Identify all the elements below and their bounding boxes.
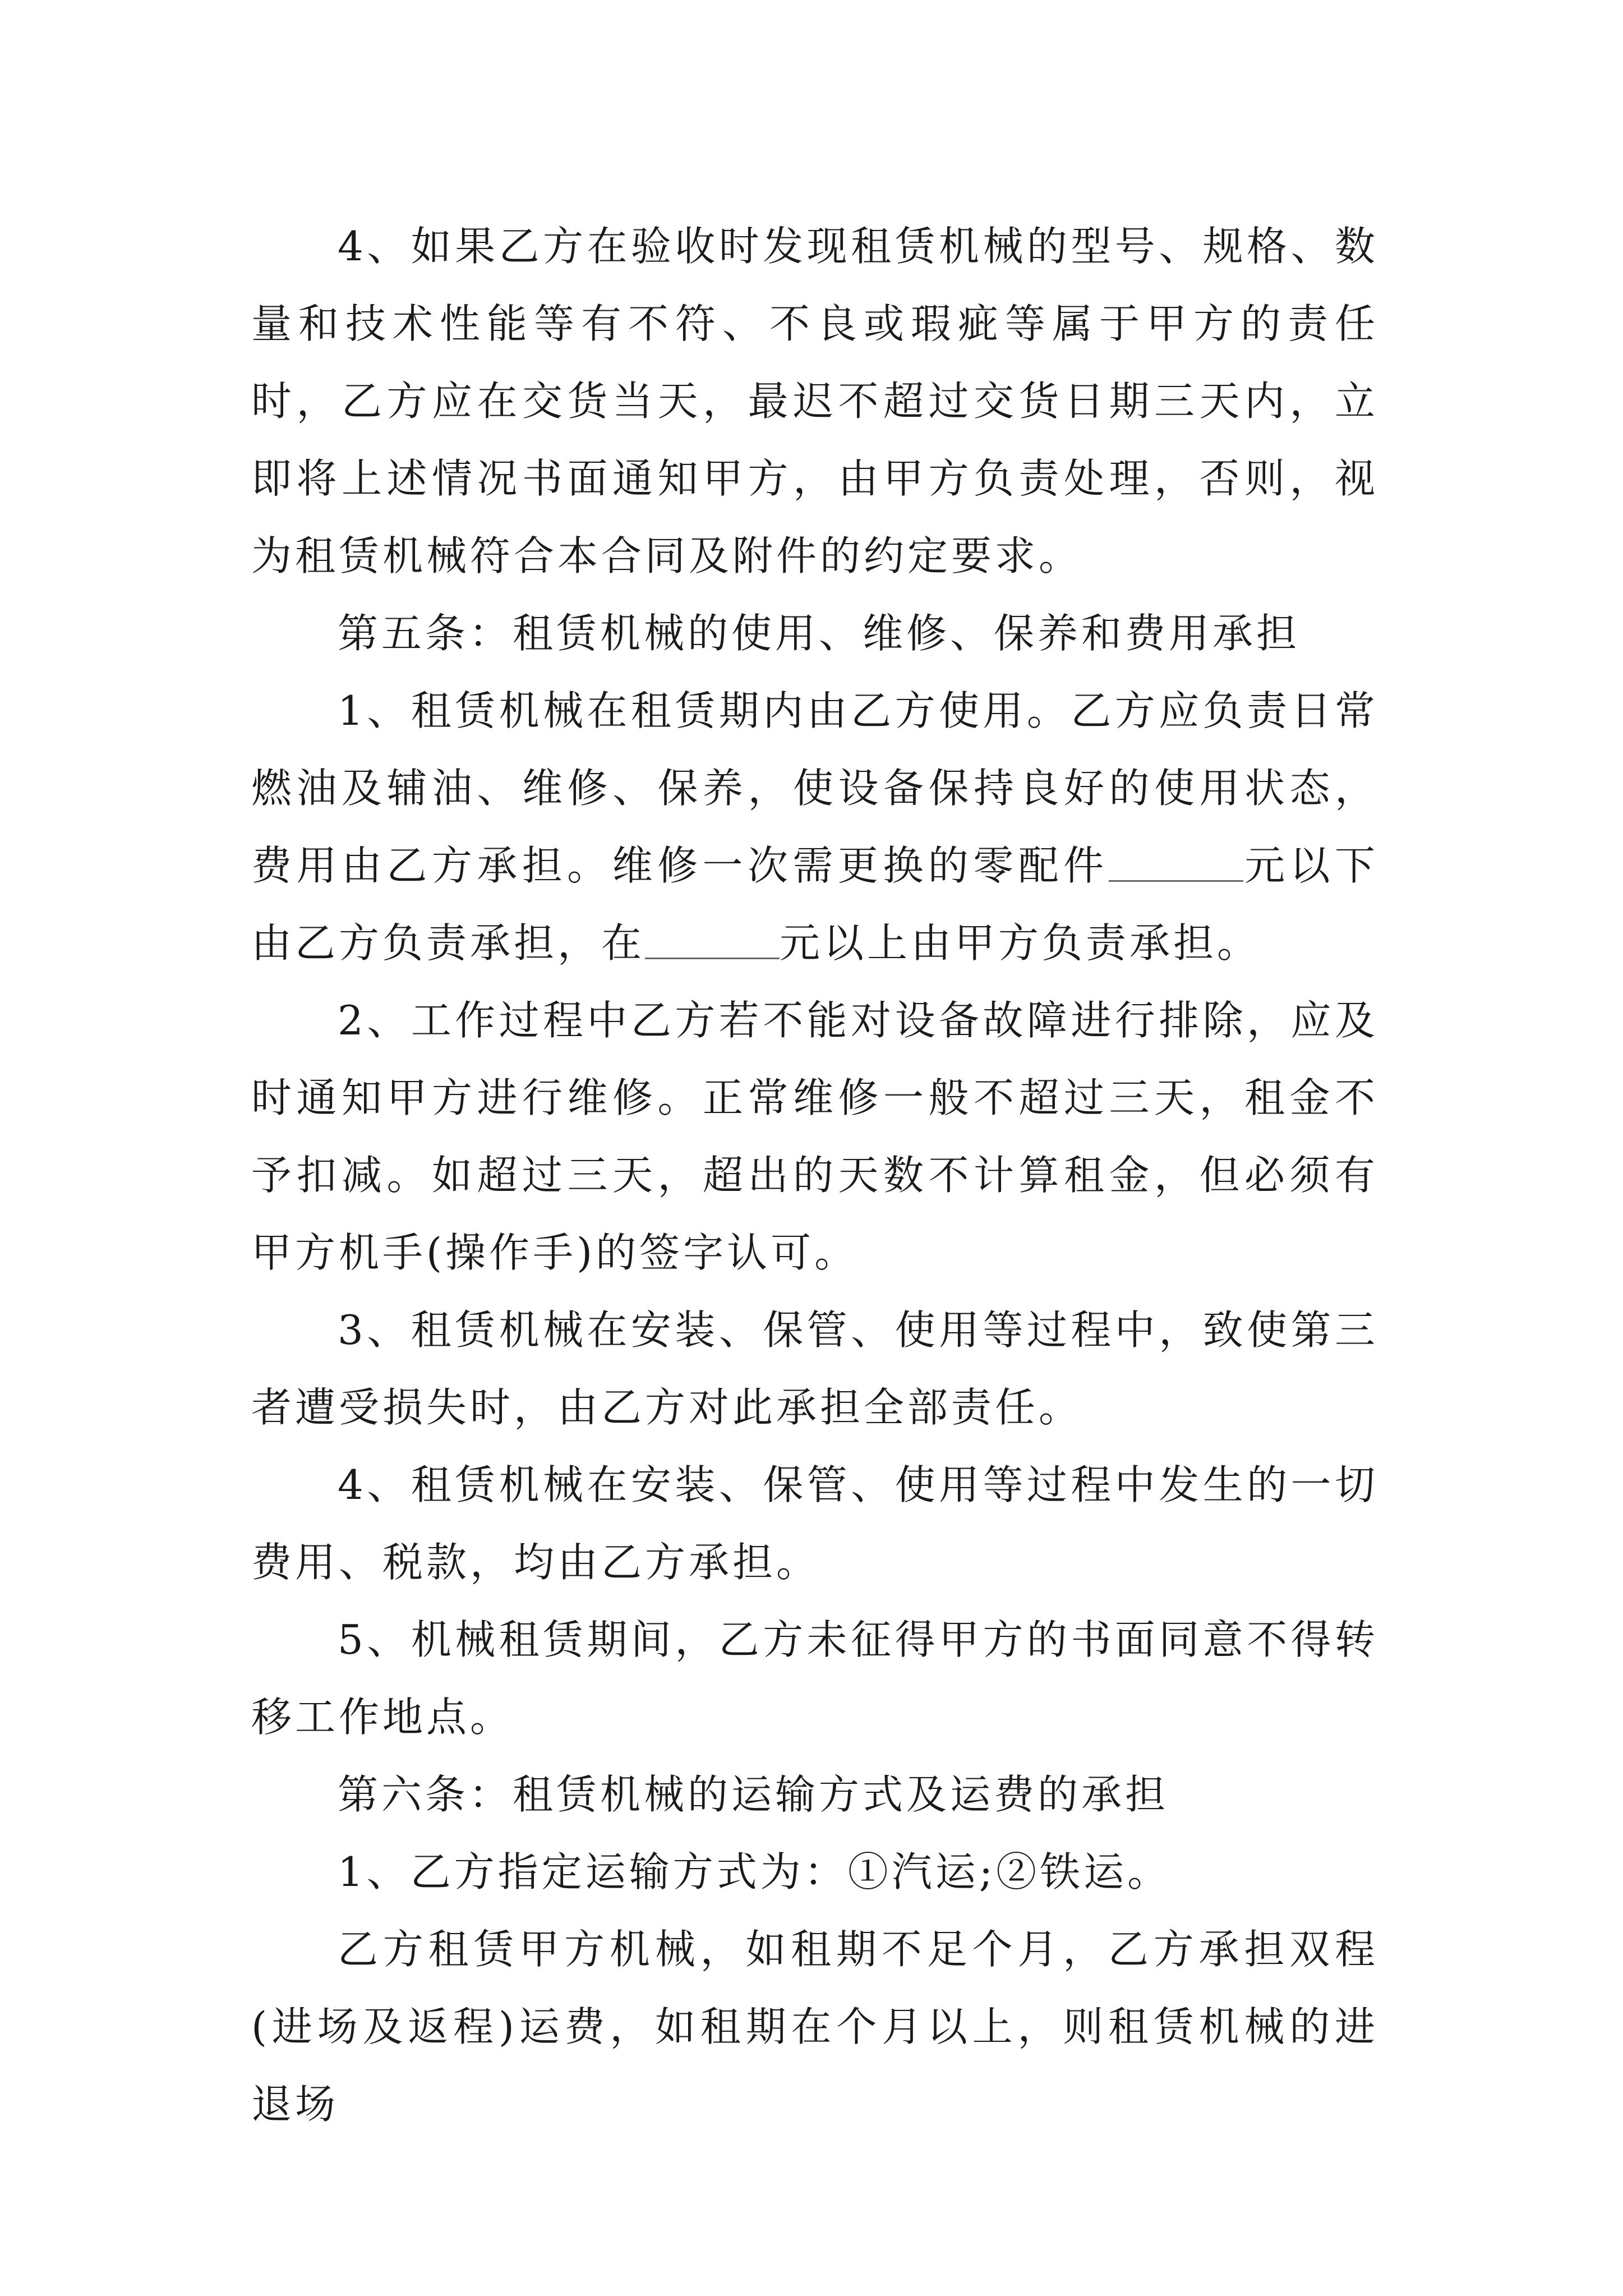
clause-5-1-text-b: 元以下由乙方负责承担，在 [251,842,1378,967]
blank-amount-field-1 [1109,846,1243,882]
clause-5-1-text-a: 1、租赁机械在租赁期内由乙方使用。乙方应负责日常燃油及辅油、维修、保养，使设备保持良好的使用状态，费用由乙方承担。维修一次需更换的零配件 [251,687,1378,889]
clause-5-1-paragraph [251,672,1378,982]
article-6-heading: 第六条：租赁机械的运输方式及运费的承担 [338,1771,1169,1818]
document-page [251,208,1378,2143]
clause-6-2-paragraph: 乙方租赁甲方机械，如租期不足个月，乙方承担双程(进场及返程)运费，如租期在个月以上，则租赁机械的进退场 [251,1926,1378,2128]
clause-6-1-paragraph: 1、乙方指定运输方式为：①汽运;②铁运。 [338,1848,1172,1895]
clause-5-3-paragraph: 3、租赁机械在安装、保管、使用等过程中，致使第三者遭受损失时，由乙方对此承担全部责任。 [251,1306,1378,1431]
clause-5-2-paragraph: 2、工作过程中乙方若不能对设备故障进行排除，应及时通知甲方进行维修。正常维修一般不超过三天，租金不予扣减。如超过三天，超出的天数不计算租金，但必须有甲方机手(操作手)的签字认可。 [251,997,1378,1276]
clause-5-1-text-c: 元以上由甲方负责承担。 [780,919,1261,967]
article-5-heading: 第五条：租赁机械的使用、维修、保养和费用承担 [338,610,1301,657]
clause-5-5-paragraph: 5、机械租赁期间，乙方未征得甲方的书面同意不得转移工作地点。 [251,1616,1378,1741]
clause-5-4-paragraph: 4、租赁机械在安装、保管、使用等过程中发生的一切费用、税款，均由乙方承担。 [251,1461,1378,1586]
blank-amount-field-2 [645,924,780,959]
clause-4-paragraph: 4、如果乙方在验收时发现租赁机械的型号、规格、数量和技术性能等有不符、不良或瑕疵等属于甲方的责任时，乙方应在交货当天，最迟不超过交货日期三天内，立即将上述情况书面通知甲方，由甲方负责处理，否则，视为租赁机械符合本合同及附件的约定要求。 [251,223,1378,579]
